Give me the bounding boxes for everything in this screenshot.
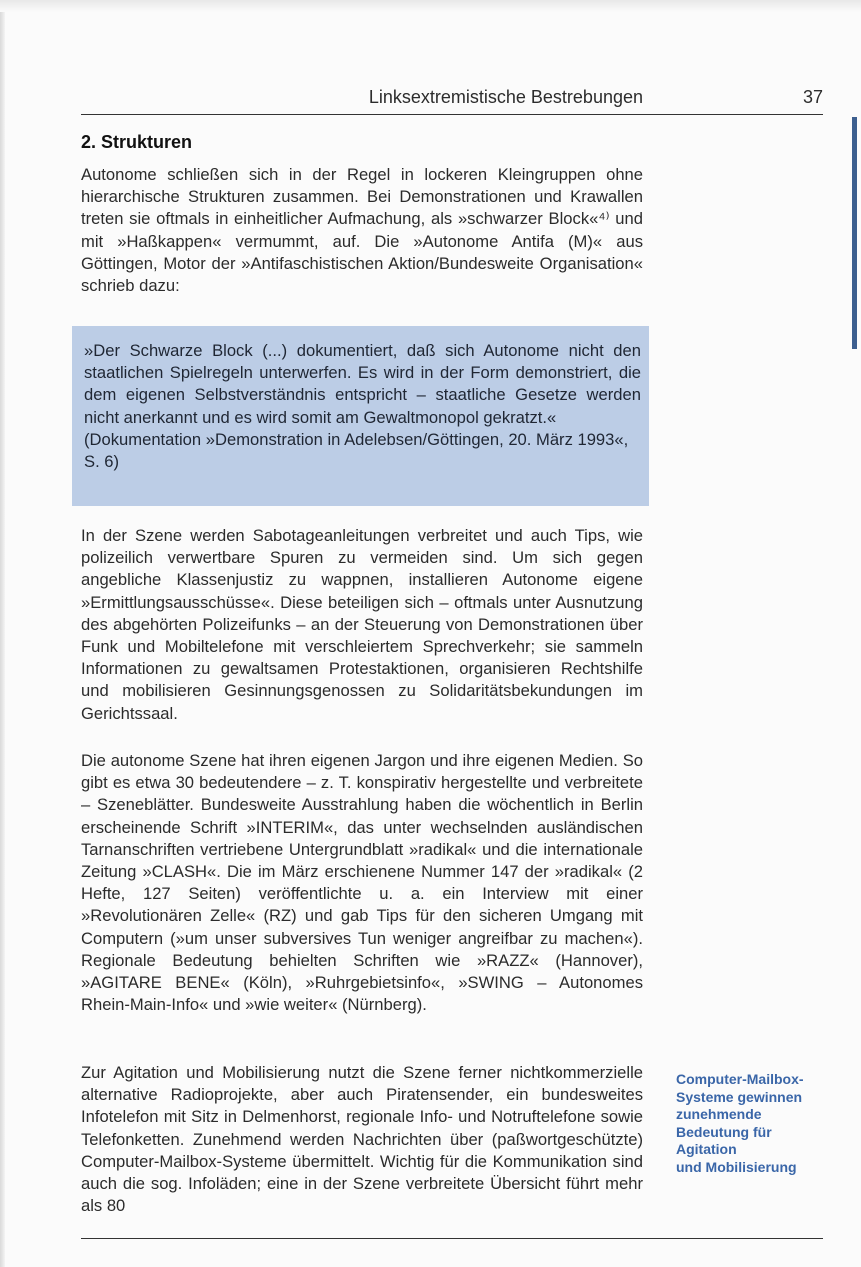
page-number: 37	[802, 87, 823, 107]
header-title: Linksextremistische Bestrebungen	[368, 87, 643, 107]
quote-block	[84, 340, 641, 473]
margin-note-line: Systeme gewinnen	[676, 1088, 803, 1105]
margin-note-line: Agitation	[676, 1141, 737, 1157]
margin-color-bar	[852, 117, 857, 349]
paragraph-sabotage: In der Szene werden Sabotageanleitungen verbreitet und auch Tips, wie polizeilich verwertbare Spuren zu vermeiden sind. Um sich gegen angebliche Klassenjustiz zu wappnen, installieren Autonome eigene »Ermittlungsausschüsse«. Diese beteiligen sich – oftmals unter Ausnutzung des abgehörten Polizeifunks – an der Steuerung von Demonstrationen über Funk und Mobiltelefone mit verschleiertem Sprechverkehr; sie sammeln Informationen zu gewaltsamen Protestaktionen, organisieren Rechtshilfe und mobilisieren Gesinnungsgenossen zu Solidaritätsbekundungen im Gerichtssaal.	[81, 526, 643, 723]
footer-rule	[81, 1238, 823, 1239]
paragraph-media: Die autonome Szene hat ihren eigenen Jargon und ihre eigenen Medien. So gibt es etwa 30 bedeutendere – z. T. konspirativ hergestellte und verbreitete – Szeneblätter. Bundesweite Ausstrahlung haben die wöchentlich in Berlin erscheinende Schrift »INTERIM«, das unter wechselnden ausländischen Tarnanschriften vertriebene Untergrundblatt »radikal« und die internationale Zeitung »CLASH«. Die im März erschienene Nummer 147 der »radikal« (2 Hefte, 127 Seiten) veröffentlichte u. a. ein Interview mit einer »Revolutionären Zelle« (RZ) und gab Tips für den sicheren Umgang mit Computern (»um unser subversives Tun weniger angreifbar zu machen«). Regionale Bedeutung behielten Schriften wie »RAZZ« (Hannover), »AGITARE BENE« (Köln), »Ruhrgebietsinfo«, »SWING – Autonomes Rhein-Main-Info« und »wie weiter« (Nürnberg).	[81, 751, 643, 1015]
margin-note	[676, 1071, 836, 1176]
scan-shadow	[0, 0, 861, 12]
quote-text: »Der Schwarze Block (...) dokumentiert, daß sich Autonome nicht den staatlichen Spielregeln unterwerfen. Es wird in der Form demonstriert, die dem eigenen Selbstverständnis entspricht – staatliche Gesetze werden nicht anerkannt und es wird somit am Gewaltmonopol gekratzt.«	[84, 341, 641, 427]
margin-note-line: Computer-Mailbox-	[676, 1071, 804, 1087]
margin-note-line: und Mobilisierung	[676, 1158, 797, 1175]
section-heading: 2. Strukturen	[81, 132, 193, 152]
margin-note-line: zunehmende	[676, 1106, 762, 1122]
paragraph-intro: Autonome schließen sich in der Regel in lockeren Kleingruppen ohne hierarchische Strukturen zusammen. Bei Demonstrationen und Krawallen treten sie oftmals in einheitlicher Aufmachung, als »schwarzer Block«⁴⁾ und mit »Haßkappen« vermummt, auf. Die »Autonome Antifa (M)« aus Göttingen, Motor der »Antifaschistischen Aktion/Bundesweite Organisation« schrieb dazu:	[81, 165, 643, 296]
page-edge	[0, 0, 5, 1267]
margin-note-line: Bedeutung für	[676, 1123, 772, 1140]
quote-source: (Dokumentation »Demonstration in Adelebsen/Göttingen, 20. März 1993«, S. 6)	[84, 429, 629, 472]
running-header	[81, 86, 823, 115]
paragraph-agitation: Zur Agitation und Mobilisierung nutzt die Szene ferner nichtkommerzielle alternative Radioprojekte, aber auch Piratensender, ein bundesweites Infotelefon mit Sitz in Delmenhorst, regionale Info- und Notruftelefone sowie Telefonketten. Zunehmend werden Nachrichten über (paßwortgeschützte) Computer-Mailbox-Systeme übermittelt. Wichtig für die Kommunikation sind auch die sog. Infoläden; eine in der Szene verbreitete Übersicht führt mehr als 80	[81, 1063, 643, 1216]
